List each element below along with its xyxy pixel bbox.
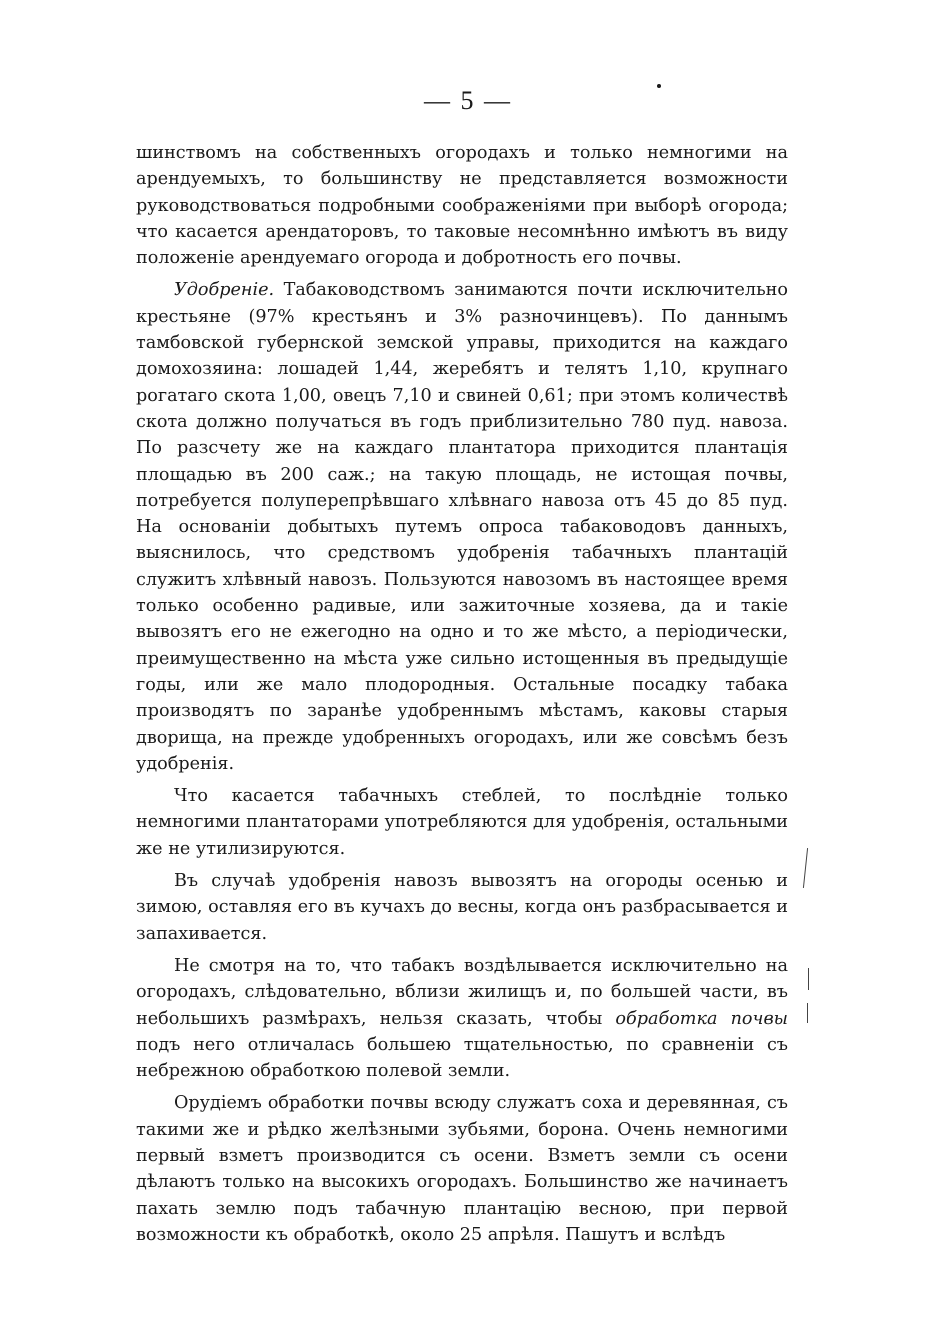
paragraph-text: Орудіемъ обработки почвы всюду служатъ соха и деревянная, съ такими же и рѣдко желѣзными зубьями, борона. Очень немногими первый взметъ производится съ осени. Взметъ земли съ осени дѣлаютъ только на высокихъ огородахъ. Большинство же начинаетъ пахать землю подъ табачную плантацію весною, при первой возможности къ обработкѣ, около 25 апрѣля. Пашутъ и вслѣдъ: [136, 1093, 788, 1245]
paragraph-text: шинствомъ на собственныхъ огородахъ и только немногими на арендуемыхъ, то большинству не представляется возможности руководствоваться подробными соображеніями при выборѣ огорода; что касается арендаторовъ, то таковые несомнѣнно имѣютъ въ виду положеніе арендуемаго огорода и добротность его почвы.: [136, 143, 788, 269]
paragraph-text: Не смотря на то, что табакъ воздѣлывается исключительно на огородахъ, слѣдовательно, вблизи жилищъ и, по большей части, въ небольшихъ размѣрахъ, нельзя сказать, чтобы: [136, 955, 788, 1029]
paragraph-text: Табаководствомъ занимаются почти исключительно крестьяне (97% крестьянъ и 3% разночинцевъ). По даннымъ тамбовской губернской земской управы, приходится на каждаго домохозяина: лошадей 1,44, жеребятъ и телятъ 1,10, крупнаго рогатаго скота 1,00, овецъ 7,10 и свиней 0,61; при этомъ количествѣ скота должно получаться въ годъ приблизительно 780 пуд. навоза. По разсчету же на каждаго плантатора приходится плантація площадью въ 200 саж.; на такую площадь, не истощая почвы, потребуется полуперепрѣвшаго хлѣвнаго навоза отъ 45 до 85 пуд. На основаніи добытыхъ путемъ опроса табаководовъ данныхъ, выяснилось, что средствомъ удобренія табачныхъ плантацій служитъ хлѣвный навозъ. Пользуются навозомъ въ настоящее время только особенно радивые, или зажиточные хозяева, да и такіе вывозятъ его не ежегодно на одно и то же мѣсто, а періодически, преимущественно на мѣста уже сильно истощенныя въ предыдущіе годы, или же мало плодородныя. Остальные посадку табака производятъ по заранѣе удобреннымъ мѣстамъ, каковы старыя дворища, на прежде удобренныхъ огородахъ, или же совсѣмъ безъ удобренія.: [136, 280, 788, 774]
paragraph-text: Въ случаѣ удобренія навозъ вывозятъ на огороды осенью и зимою, оставляя его въ кучахъ до весны, когда онъ разбрасывается и запахивается.: [136, 871, 788, 944]
section-heading: Удобреніе.: [174, 280, 275, 301]
paragraph-fertilizer: [136, 277, 788, 777]
margin-pencil-mark: [803, 848, 808, 888]
paragraph-text: Что касается табачныхъ стеблей, то послѣдніе только немногими плантаторами употребляются для удобренія, остальными же не утилизируются.: [136, 786, 788, 859]
paragraph-continuation: [136, 140, 788, 271]
paragraph-manure-transport: [136, 868, 788, 947]
paragraph-soil-cultivation: [136, 953, 788, 1084]
paragraph-text: подъ него отличалась большею тщательностью, по сравненіи съ небрежною обработкою полевой земли.: [136, 1034, 788, 1082]
paragraph-tobacco-stems: [136, 783, 788, 862]
ink-speck: [657, 84, 661, 88]
margin-pencil-mark: [807, 1003, 808, 1023]
margin-pencil-mark: [808, 968, 809, 990]
text-body: [136, 140, 788, 1254]
emphasized-term: обработка почвы: [615, 1008, 789, 1029]
paragraph-tools: [136, 1090, 788, 1248]
page-number: — 5 —: [424, 86, 512, 115]
